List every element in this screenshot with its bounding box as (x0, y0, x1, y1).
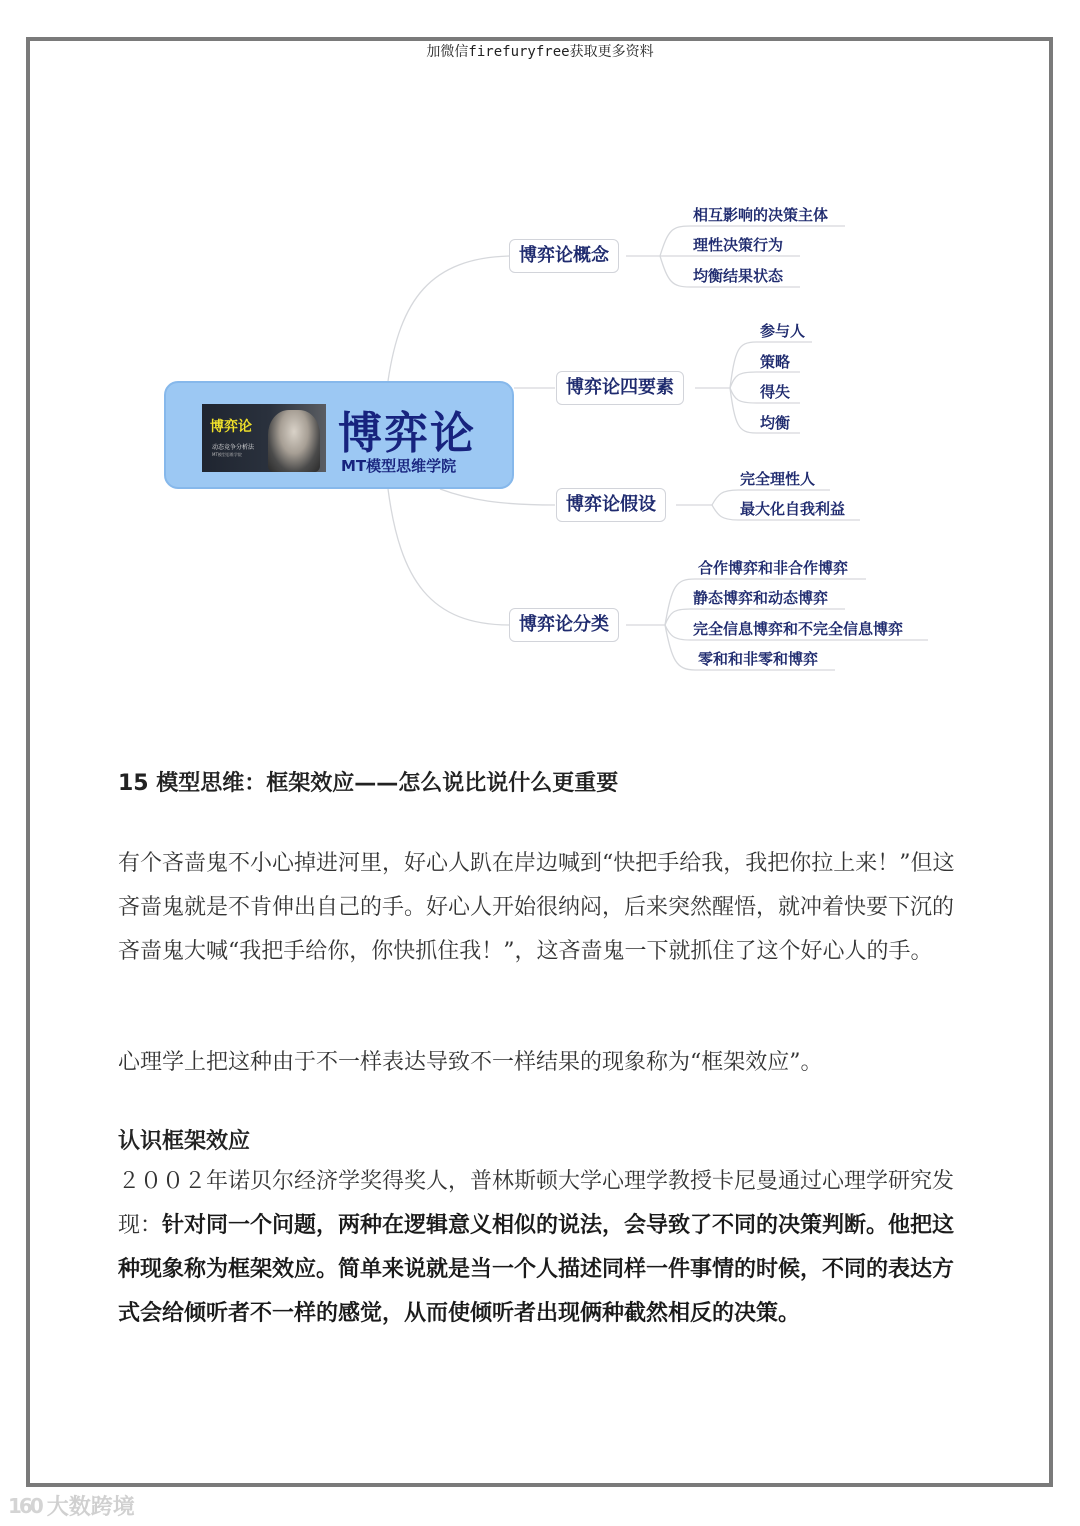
leaf-node: 均衡 (760, 414, 791, 432)
paragraph-kahneman (118, 1160, 968, 1336)
leaf-node: 静态博弈和动态博弈 (693, 589, 829, 607)
paragraph-story: 有个吝啬鬼不小心掉进河里，好心人趴在岸边喊到“快把手给我，我把你拉上来！”但这吝啬鬼就是不肯伸出自己的手。好心人开始很纳闷，后来突然醒悟，就冲着快要下沉的吝啬鬼大喊“我把手给你，你快抓住我！”，这吝啬鬼一下就抓住了这个好心人的手。 (118, 851, 955, 964)
leaf-node: 均衡结果状态 (693, 267, 784, 285)
branch-node-concept: 博弈论概念 (509, 239, 619, 273)
mindmap-center-node (164, 381, 514, 489)
leaf-node: 得失 (760, 383, 791, 401)
leaf-node: 完全信息博弈和不完全信息博弈 (693, 620, 904, 638)
thumbnail-line1: 动态竞争分析法 (212, 444, 255, 451)
leaf-node: 相互影响的决策主体 (693, 206, 829, 224)
thumbnail-line2: MT模型思维学院 (212, 452, 242, 457)
leaf-node: 参与人 (760, 322, 806, 340)
leaf-node: 合作博弈和非合作博弈 (698, 559, 849, 577)
branch-node-four-elements: 博弈论四要素 (556, 371, 684, 405)
portrait-icon (268, 410, 320, 472)
header-note: 加微信firefuryfree获取更多资料 (426, 44, 654, 60)
branch-node-assumptions: 博弈论假设 (556, 488, 666, 522)
watermark-text: 大数跨境 (46, 1495, 135, 1520)
watermark-logo-icon: 160 (8, 1493, 41, 1518)
leaf-node: 最大化自我利益 (740, 500, 846, 518)
paragraph-kahneman-plain: ２００２年诺贝尔经济学奖得奖人，普林斯顿大学心理学教授卡尼曼通过心理学研究发现： (118, 1169, 955, 1238)
leaf-node: 理性决策行为 (693, 236, 784, 254)
center-subtitle: MT模型思维学院 (341, 457, 457, 475)
leaf-node: 零和和非零和博弈 (698, 650, 819, 668)
leaf-node: 完全理性人 (740, 470, 816, 488)
branch-node-classification: 博弈论分类 (509, 608, 619, 642)
paragraph-definition: 心理学上把这种由于不一样表达导致不一样结果的现象称为“框架效应”。 (118, 1050, 823, 1075)
paragraph-kahneman-bold: 针对同一个问题，两种在逻辑意义相似的说法，会导致了不同的决策判断。他把这种现象称为框架效应。简单来说就是当一个人描述同样一件事情的时候，不同的表达方式会给倾听者不一样的感觉，从而使倾听者出现俩种截然相反的决策。 (118, 1213, 955, 1326)
thumbnail-image (202, 404, 326, 472)
mindmap (0, 0, 1080, 720)
center-title: 博弈论 (338, 408, 476, 459)
section-title: 15 模型思维：框架效应——怎么说比说什么更重要 (118, 771, 619, 796)
leaf-node: 策略 (760, 353, 791, 371)
subheading: 认识框架效应 (118, 1129, 251, 1154)
watermark (8, 1490, 135, 1521)
thumbnail-title: 博弈论 (210, 419, 252, 435)
